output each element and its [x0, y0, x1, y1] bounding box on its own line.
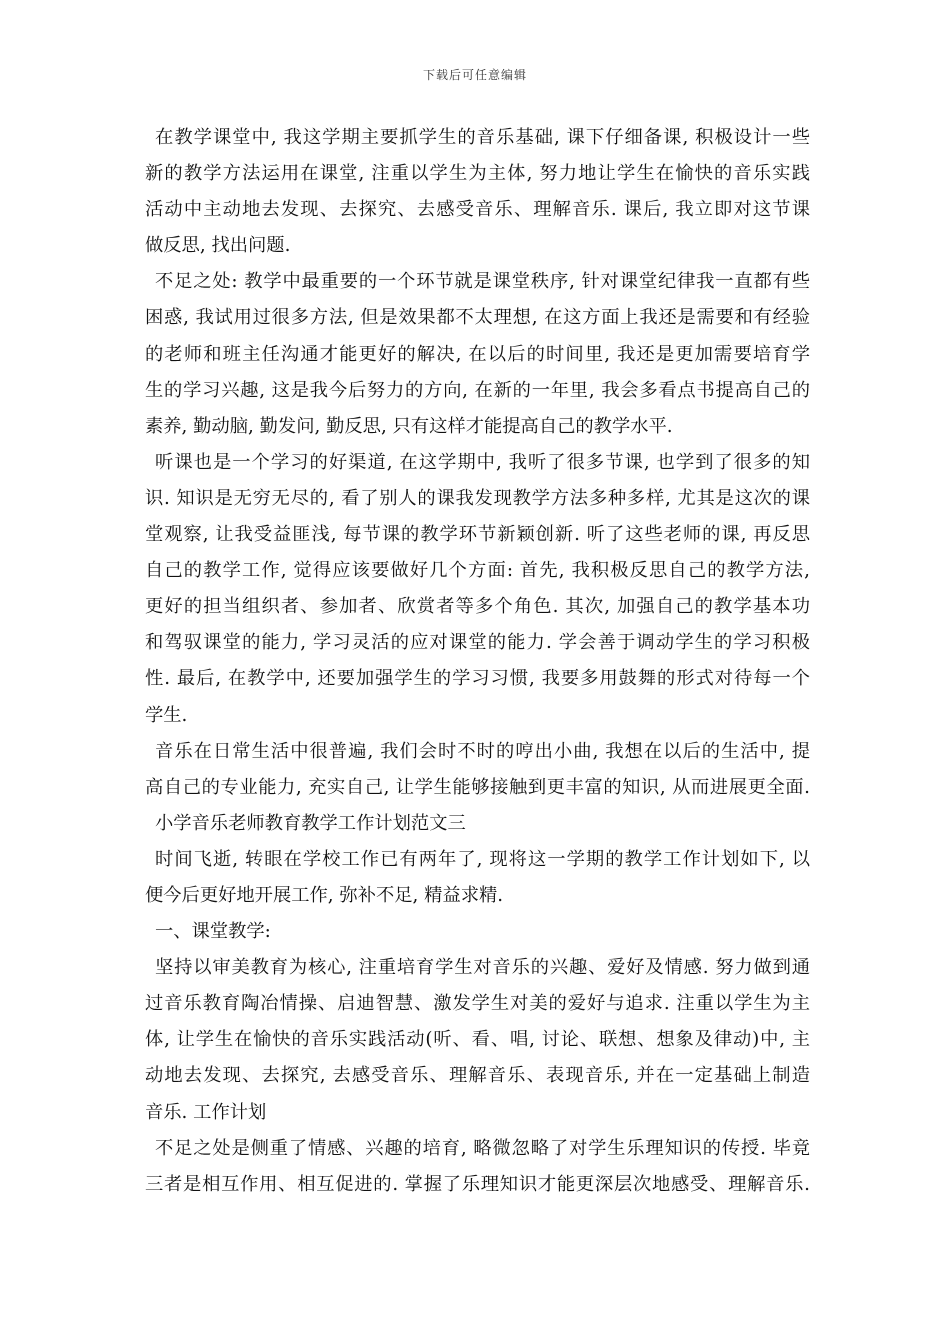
text-line: 活动中主动地去发现、去探究、去感受音乐、理解音乐. 课后, 我立即对这节课: [145, 199, 810, 221]
body-text: [145, 120, 810, 1203]
text-line: 和驾驭课堂的能力, 学习灵活的应对课堂的能力. 学会善于调动学生的学习积极: [145, 632, 810, 654]
text-line: 体, 让学生在愉快的音乐实践活动(听、看、唱, 讨论、联想、想象及律动)中, 主: [145, 1029, 810, 1051]
text-line: 听课也是一个学习的好渠道, 在这学期中, 我听了很多节课, 也学到了很多的知: [155, 451, 810, 473]
text-line: 时间飞逝, 转眼在学校工作已有两年了, 现将这一学期的教学工作计划如下, 以: [155, 848, 810, 870]
text-line: 新的教学方法运用在课堂, 注重以学生为主体, 努力地让学生在愉快的音乐实践: [145, 163, 810, 185]
text-line: 不足之处: 教学中最重要的一个环节就是课堂秩序, 针对课堂纪律我一直都有些: [155, 271, 810, 293]
text-line: 生的学习兴趣, 这是我今后努力的方向, 在新的一年里, 我会多看点书提高自己的: [145, 379, 810, 401]
text-line: 坚持以审美教育为核心, 注重培育学生对音乐的兴趣、爱好及情感. 努力做到通: [155, 957, 810, 979]
text-line: 三者是相互作用、相互促进的. 掌握了乐理知识才能更深层次地感受、理解音乐.: [145, 1173, 810, 1195]
text-line: 便今后更好地开展工作, 弥补不足, 精益求精.: [145, 884, 504, 906]
text-line: 一、课堂教学:: [155, 921, 271, 943]
text-line: 学生.: [145, 704, 188, 726]
text-line: 自己的教学工作, 觉得应该要做好几个方面: 首先, 我积极反思自己的教学方法,: [145, 560, 810, 582]
text-line: 做反思, 找出问题.: [145, 235, 291, 257]
text-line: 识. 知识是无穷无尽的, 看了别人的课我发现教学方法多种多样, 尤其是这次的课: [145, 487, 810, 509]
text-line: 堂观察, 让我受益匪浅, 每节课的教学环节新颖创新. 听了这些老师的课, 再反思: [145, 524, 810, 546]
text-line: 不足之处是侧重了情感、兴趣的培育, 略微忽略了对学生乐理知识的传授. 毕竟: [155, 1137, 810, 1159]
text-line: 性. 最后, 在教学中, 还要加强学生的学习习惯, 我要多用鼓舞的形式对待每一个: [145, 668, 810, 690]
text-line: 过音乐教育陶冶情操、启迪智慧、激发学生对美的爱好与追求. 注重以学生为主: [145, 993, 810, 1015]
text-line: 音乐在日常生活中很普遍, 我们会时不时的哼出小曲, 我想在以后的生活中, 提: [155, 740, 810, 762]
text-line: 困惑, 我试用过很多方法, 但是效果都不太理想, 在这方面上我还是需要和有经验: [145, 307, 810, 329]
text-line: 在教学课堂中, 我这学期主要抓学生的音乐基础, 课下仔细备课, 积极设计一些: [155, 127, 810, 148]
text-line: 的老师和班主任沟通才能更好的解决, 在以后的时间里, 我还是更加需要培育学: [145, 343, 810, 365]
text-line: 更好的担当组织者、参加者、欣赏者等多个角色. 其次, 加强自己的教学基本功: [145, 596, 810, 618]
text-line: 音乐. 工作计划: [145, 1101, 267, 1123]
text-line: 素养, 勤动脑, 勤发问, 勤反思, 只有这样才能提高自己的教学水平.: [145, 415, 673, 437]
text-line: 小学音乐老师教育教学工作计划范文三: [155, 812, 466, 834]
text-line: 动地去发现、去探究, 去感受音乐、理解音乐、表现音乐, 并在一定基础上制造: [145, 1065, 810, 1087]
text-line: 高自己的专业能力, 充实自己, 让学生能够接触到更丰富的知识, 从而进展更全面.: [145, 776, 810, 798]
header-note: 下载后可任意编辑: [422, 68, 527, 82]
